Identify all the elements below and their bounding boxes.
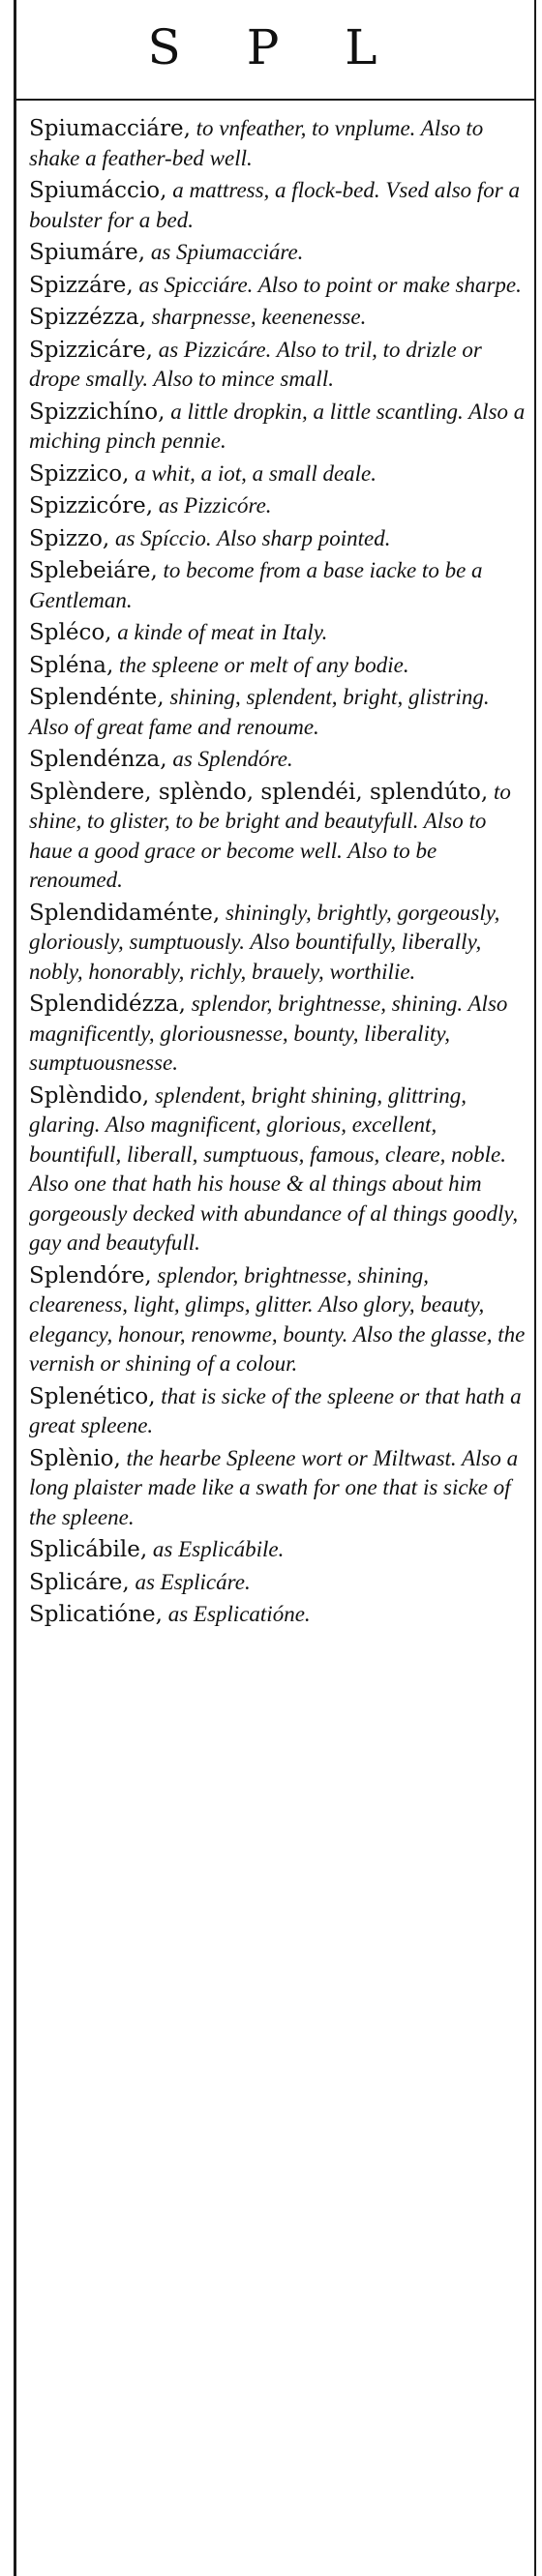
entry-term: Splicatióne, bbox=[29, 1602, 163, 1627]
dictionary-entry bbox=[29, 683, 528, 742]
entry-definition: as Splendóre. bbox=[166, 747, 293, 771]
entry-definition: that is sicke of the spleene or that hath a great spleene. bbox=[29, 1383, 522, 1437]
dictionary-entry bbox=[29, 651, 528, 681]
entry-term: Splèndido, bbox=[29, 1082, 150, 1109]
entry-term: Splèndere, splèndo, splendéi, splendúto, bbox=[29, 779, 489, 805]
entry-term: Spizzézza, bbox=[29, 305, 146, 330]
entry-term: Spizzo, bbox=[29, 525, 110, 551]
dictionary-entry bbox=[29, 238, 528, 268]
entry-term: Splendénte, bbox=[29, 685, 165, 710]
entry-definition: as Spíccio. Also sharp pointed. bbox=[109, 525, 391, 550]
entry-term: Splendidézza, bbox=[29, 992, 186, 1017]
dictionary-entry bbox=[29, 459, 528, 489]
entry-definition: as Esplicatióne. bbox=[162, 1602, 311, 1626]
entry-term: Spizzico, bbox=[29, 460, 130, 487]
dictionary-entry bbox=[29, 1535, 528, 1565]
entry-definition: to shine, to glister, to be bright and beautyfull. Also to haue a good grace or become well. Also to be renoumed. bbox=[29, 779, 511, 892]
entry-definition: as Spiumacciáre. bbox=[145, 240, 304, 264]
entry-definition: a mattress, a flock-bed. Vsed also for a boulster for a bed. bbox=[29, 178, 521, 232]
dictionary-entry bbox=[29, 618, 528, 648]
entry-definition: shining, splendent, bright, glistring. Also of great fame and renoume. bbox=[29, 685, 490, 739]
entry-term: Spizzicáre, bbox=[29, 337, 153, 363]
entry-definition: as Pizzicóre. bbox=[153, 493, 272, 518]
entry-term: Splènio, bbox=[29, 1445, 121, 1471]
entry-definition: the spleene or melt of any bodie. bbox=[113, 652, 409, 677]
entry-term: Splendóre, bbox=[29, 1262, 152, 1288]
dictionary-entry bbox=[29, 336, 528, 395]
entry-definition: as Pizzicáre. Also to tril, to drizle or drope smally. Also to mince small. bbox=[29, 337, 482, 391]
right-border bbox=[534, 0, 536, 2576]
dictionary-entry bbox=[29, 1600, 528, 1630]
dictionary-entry bbox=[29, 556, 528, 615]
entry-definition: splendent, bright shining, glittring, glaring. Also magnificent, glorious, excellent, bountifull, liberall, sumptuous, famous, cleare, noble. Also one that hath his house & al things about him gorgeously decked with abundance of al things goodly, gay and beautyfull. bbox=[29, 1082, 519, 1255]
entry-term: Splendénza, bbox=[29, 747, 167, 772]
entry-term: Splicábile, bbox=[29, 1537, 148, 1562]
left-border bbox=[14, 0, 16, 2576]
dictionary-entry bbox=[29, 398, 528, 457]
dictionary-entry bbox=[29, 1081, 528, 1258]
entry-term: Spizzichíno, bbox=[29, 399, 166, 425]
entry-term: Spizzicóre, bbox=[29, 493, 154, 518]
dictionary-entry bbox=[29, 745, 528, 775]
entry-definition: the hearbe Spleene wort or Miltwast. Also a long plaister made like a swath for one that is sicke of the spleene. bbox=[29, 1445, 519, 1529]
entry-term: Spiumáre, bbox=[29, 240, 146, 265]
entry-definition: a kinde of meat in Italy. bbox=[111, 620, 328, 644]
dictionary-entry bbox=[29, 491, 528, 521]
entry-term: Spiumacciáre, bbox=[29, 116, 191, 141]
entry-definition: as Esplicábile. bbox=[147, 1537, 285, 1561]
entry-definition: as Esplicáre. bbox=[129, 1569, 251, 1594]
dictionary-entry bbox=[29, 1568, 528, 1598]
entry-term: Spléco, bbox=[29, 620, 112, 645]
dictionary-entry bbox=[29, 524, 528, 554]
entry-list bbox=[29, 114, 528, 1633]
dictionary-entry bbox=[29, 303, 528, 333]
dictionary-entry bbox=[29, 899, 528, 988]
dictionary-entry bbox=[29, 114, 528, 173]
dictionary-entry bbox=[29, 990, 528, 1079]
entry-term: Splicáre, bbox=[29, 1569, 130, 1595]
entry-term: Spiumáccio, bbox=[29, 178, 167, 203]
page-header: S P L bbox=[147, 19, 403, 75]
entry-definition: a little dropkin, a little scantling. Also a miching pinch pennie. bbox=[29, 399, 526, 453]
entry-term: Splendidaménte, bbox=[29, 900, 221, 926]
entry-definition: shiningly, brightly, gorgeously, gloriously, sumptuously. Also bountifully, liberally, nobly, honorably, richly, brauely, worthilie. bbox=[29, 900, 500, 984]
entry-term: Spizzáre, bbox=[29, 272, 134, 298]
dictionary-entry bbox=[29, 271, 528, 301]
entry-definition: a whit, a iot, a small deale. bbox=[129, 460, 377, 486]
header-rule bbox=[14, 99, 536, 101]
entry-definition: sharpnesse, keenenesse. bbox=[145, 305, 367, 329]
entry-definition: splendor, brightnesse, shining. Also magnificently, gloriousnesse, bounty, liberality, sumptuousnesse. bbox=[29, 992, 508, 1075]
entry-definition: to become from a base iacke to be a Gentleman. bbox=[29, 558, 483, 612]
dictionary-entry bbox=[29, 1382, 528, 1441]
entry-definition: splendor, brightnesse, shining, cleareness, light, glimps, glitter. Also glory, beauty, elegancy, honour, renowme, bounty. Also the glasse, the vernish or shining of a colour. bbox=[29, 1262, 526, 1376]
entry-term: Spléna, bbox=[29, 652, 114, 678]
dictionary-entry bbox=[29, 1444, 528, 1533]
entry-definition: as Spicciáre. Also to point or make sharpe. bbox=[133, 272, 522, 297]
entry-term: Splenético, bbox=[29, 1383, 156, 1409]
dictionary-entry bbox=[29, 176, 528, 235]
dictionary-entry bbox=[29, 778, 528, 896]
entry-definition: to vnfeather, to vnplume. Also to shake a feather-bed well. bbox=[29, 116, 484, 170]
dictionary-entry bbox=[29, 1261, 528, 1379]
entry-term: Splebeiáre, bbox=[29, 558, 158, 583]
